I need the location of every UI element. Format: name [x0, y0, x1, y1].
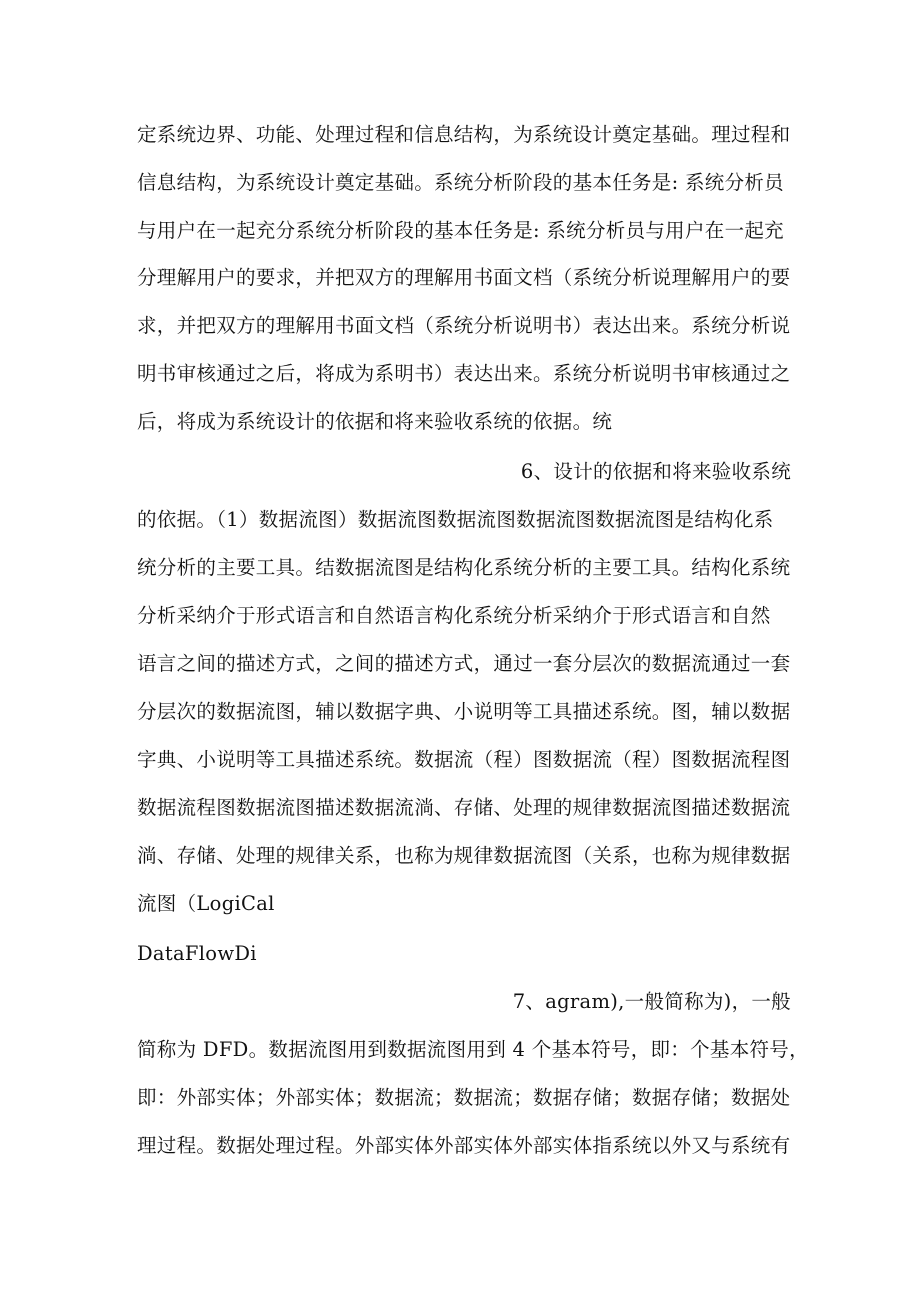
paragraph-line: 与用户在一起充分系统分析阶段的基本任务是: 系统分析员与用户在一起充 [137, 219, 784, 242]
paragraph-line: 简称为 DFD。数据流图用到数据流图用到 4 个基本符号，即：个基本符号， [137, 1038, 809, 1061]
paragraph-line: 分析采纳介于形式语言和自然语言构化系统分析采纳介于形式语言和自然 [137, 604, 771, 627]
paragraph-line: 信息结构，为系统设计奠定基础。系统分析阶段的基本任务是: 系统分析员 [137, 171, 784, 194]
paragraph-line: 淌、存储、处理的规律关系，也称为规律数据流图（关系，也称为规律数据 [137, 844, 791, 867]
paragraph-line: 明书审核通过之后，将成为系明书）表达出来。系统分析说明书审核通过之 [137, 362, 791, 385]
paragraph-line: 分层次的数据流图，辅以数据字典、小说明等工具描述系统。图，辅以数据 [137, 700, 791, 723]
paragraph-line: 流图（LogiCal [137, 892, 275, 915]
paragraph-line: 即：外部实体；外部实体；数据流；数据流；数据存储；数据存储；数据处 [137, 1086, 791, 1109]
paragraph-line: 的依据。（1）数据流图）数据流图数据流图数据流图数据流图是结构化系 [137, 508, 774, 531]
paragraph-line: 求，并把双方的理解用书面文档（系统分析说明书）表达出来。系统分析说 [137, 314, 791, 337]
paragraph-line: 字典、小说明等工具描述系统。数据流（程）图数据流（程）图数据流程图 [137, 748, 791, 771]
paragraph-line: 语言之间的描述方式，之间的描述方式，通过一套分层次的数据流通过一套 [137, 652, 791, 675]
paragraph-line: 分理解用户的要求，并把双方的理解用书面文档（系统分析说理解用户的要 [137, 266, 791, 289]
section-heading: 6、设计的依据和将来验收系统 [520, 460, 791, 483]
paragraph-line: 数据流程图数据流图描述数据流淌、存储、处理的规律数据流图描述数据流 [137, 796, 791, 819]
paragraph-line: 定系统边界、功能、处理过程和信息结构，为系统设计奠定基础。理过程和 [137, 123, 791, 146]
paragraph-line: 统分析的主要工具。结数据流图是结构化系统分析的主要工具。结构化系统 [137, 556, 791, 579]
paragraph-line: 理过程。数据处理过程。外部实体外部实体外部实体指系统以外又与系统有 [137, 1134, 791, 1157]
section-heading: 7、agram),一般简称为)，一般 [512, 990, 791, 1013]
paragraph-line: 后，将成为系统设计的依据和将来验收系统的依据。统 [137, 410, 613, 433]
paragraph-line: DataFlowDi [137, 942, 257, 965]
